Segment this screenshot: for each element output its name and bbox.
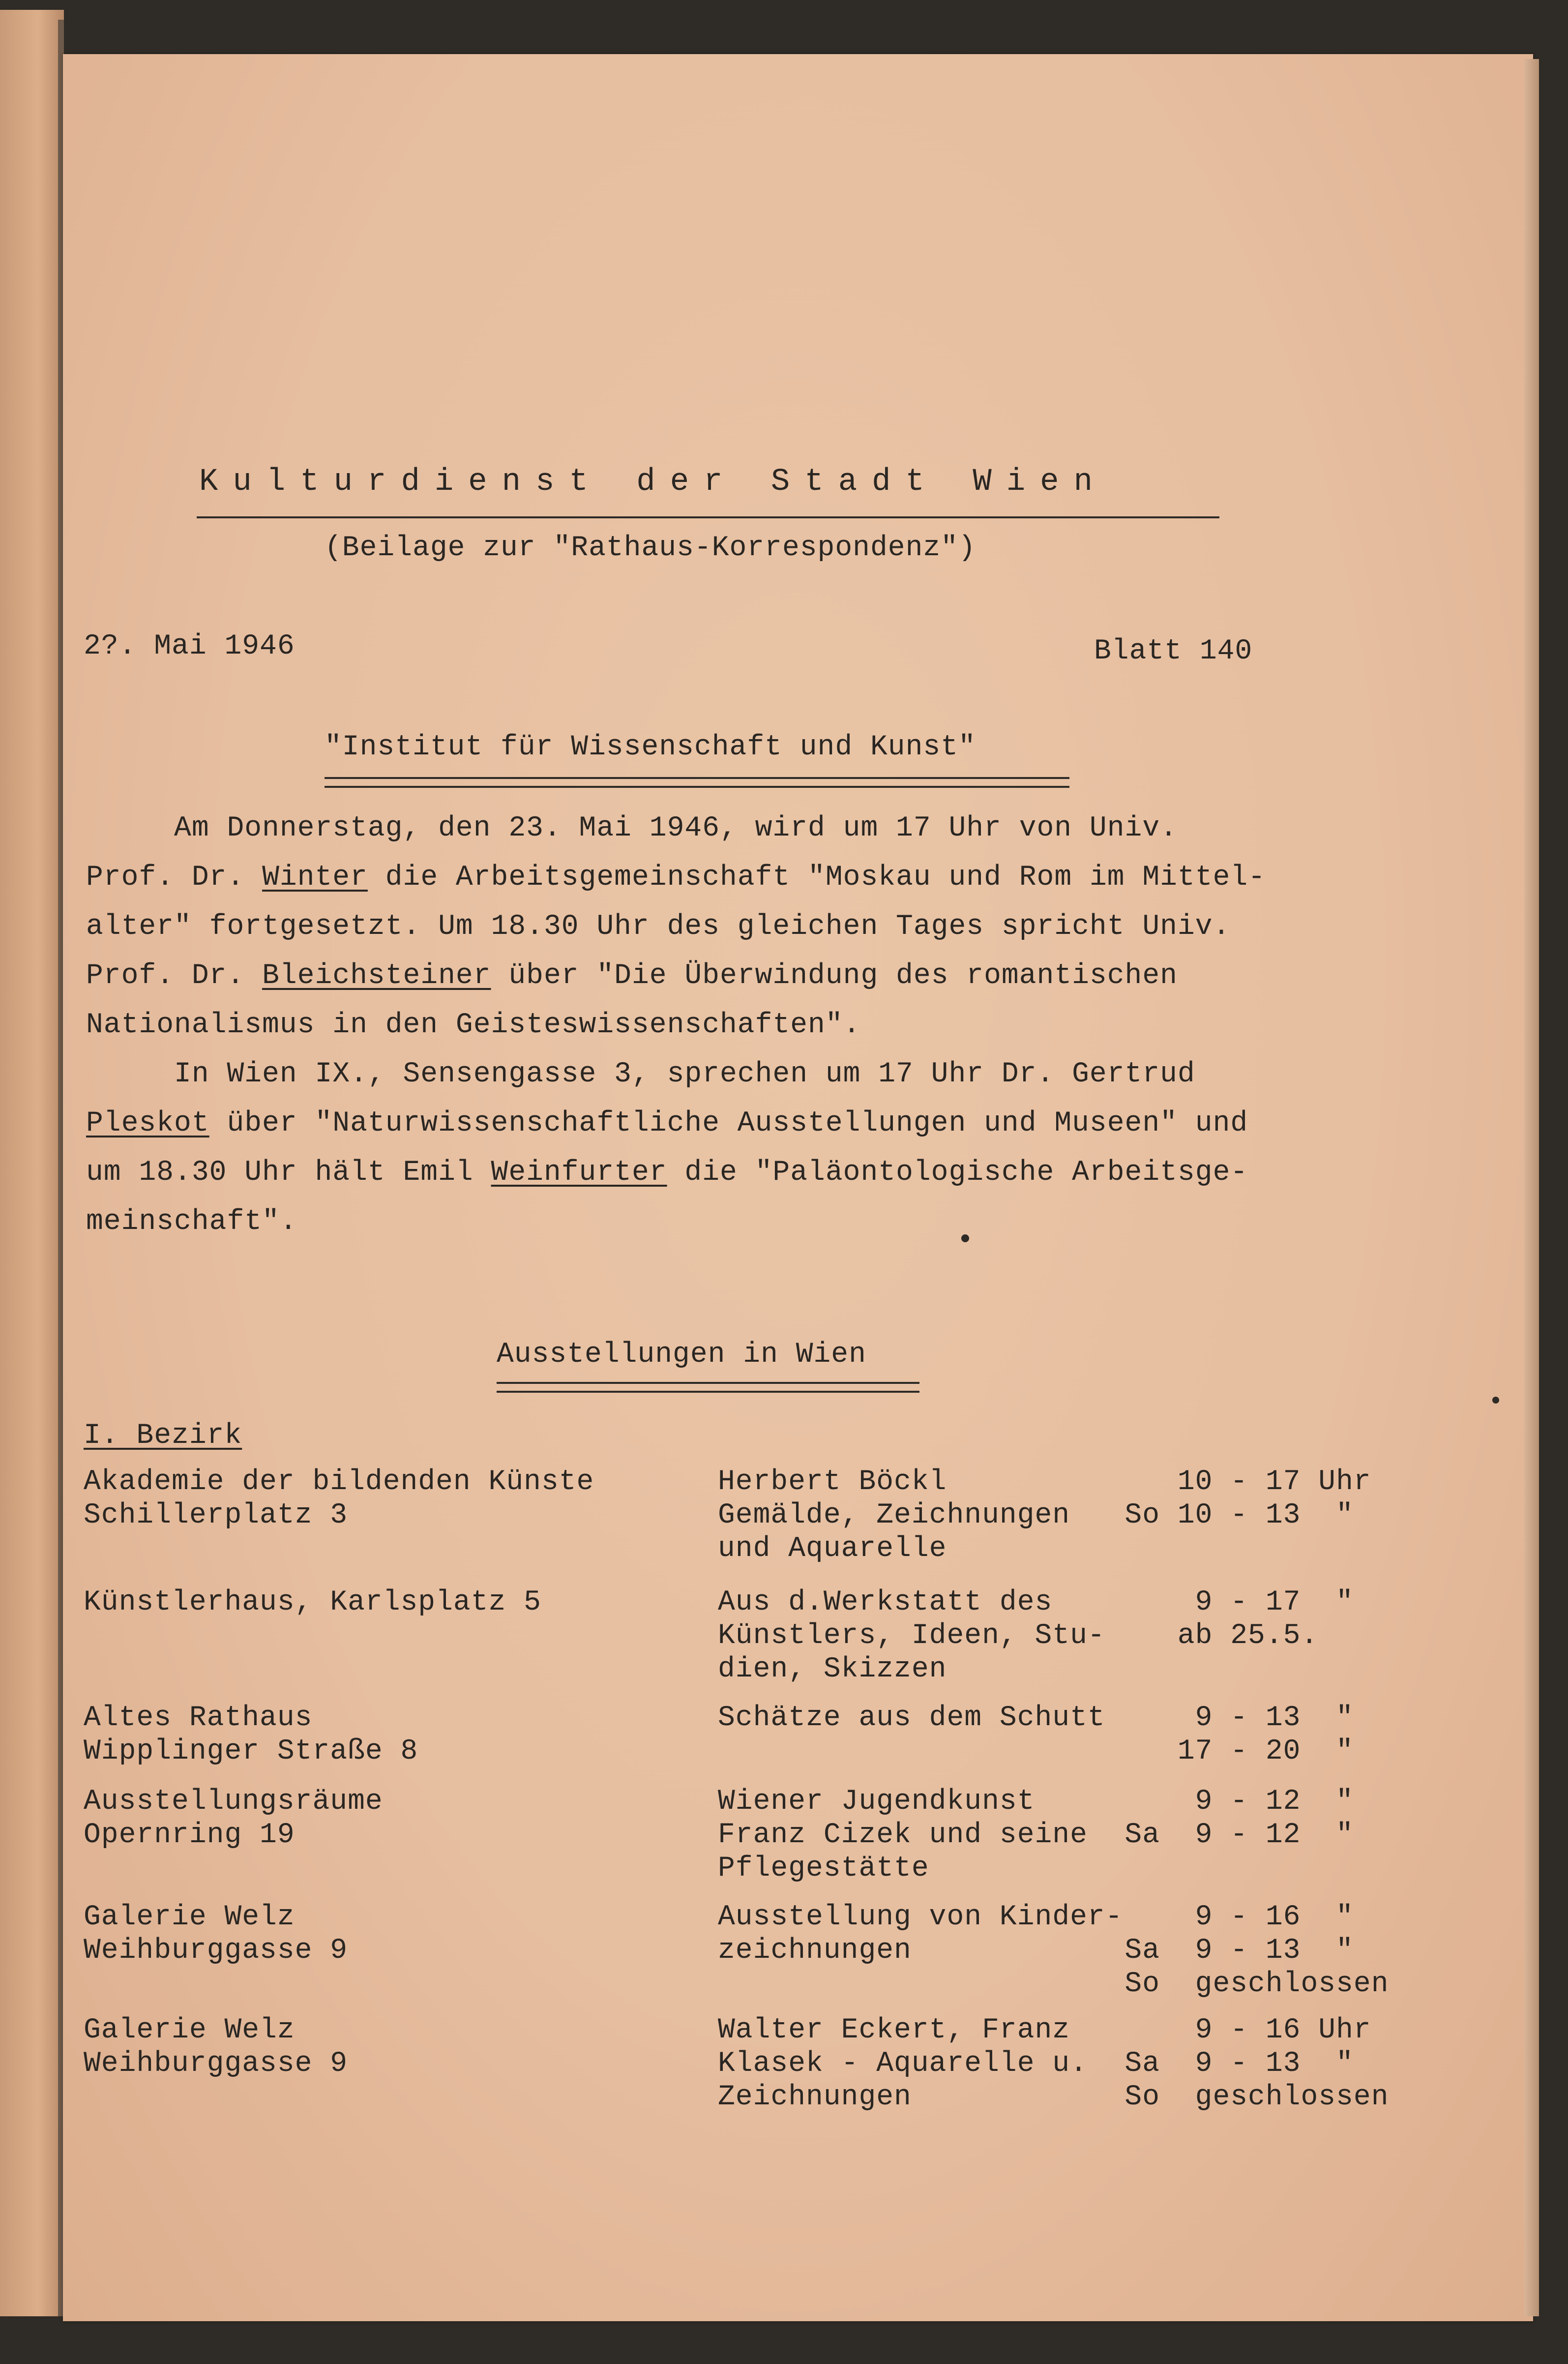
entry-2-venue: Künstlerhaus, Karlsplatz 5 — [84, 1586, 541, 1618]
paragraph-1-line-3: alter" fortgesetzt. Um 18.30 Uhr des gleichen Tages spricht Univ. — [86, 911, 1231, 943]
entry-3-exhibit: Schätze aus dem Schutt — [718, 1702, 1105, 1734]
newsletter-title: Kulturdienst der Stadt Wien — [199, 464, 1107, 500]
entry-5-venue: Galerie Welz Weihburggasse 9 — [84, 1901, 348, 1967]
entry-1-exhibit: Herbert Böckl Gemälde, Zeichnungen und Aquarelle — [718, 1466, 1070, 1565]
entry-4-hours: 9 - 12 " Sa 9 - 12 " — [1072, 1786, 1354, 1851]
ink-spot — [961, 1234, 969, 1242]
paragraph-1-line-4: Prof. Dr. Bleichsteiner über "Die Überwindung des romantischen — [86, 960, 1178, 992]
exhibitions-title-double-rule — [497, 1382, 919, 1393]
left-page-edge — [0, 10, 64, 2316]
entry-2-exhibit: Aus d.Werkstatt des Künstlers, Ideen, Stu- dien, Skizzen — [718, 1586, 1105, 1685]
entry-1-hours: 10 - 17 Uhr So 10 - 13 " — [1072, 1466, 1371, 1531]
exhibitions-title: Ausstellungen in Wien — [497, 1339, 866, 1371]
paragraph-2-line-1: In Wien IX., Sensengasse 3, sprechen um 17 Uhr Dr. Gertrud — [86, 1058, 1195, 1090]
paragraph-2-line-2: Pleskot über "Naturwissenschaftliche Ausstellungen und Museen" und — [86, 1107, 1248, 1139]
person-weinfurter: Weinfurter — [491, 1157, 667, 1189]
paragraph-1-line-5: Nationalismus in den Geisteswissenschaften". — [86, 1009, 861, 1041]
issue-date: 2?. Mai 1946 — [84, 630, 295, 662]
paragraph-1-line-2: Prof. Dr. Winter die Arbeitsgemeinschaft "Moskau und Rom im Mittel- — [86, 862, 1266, 894]
paragraph-1-line-1: Am Donnerstag, den 23. Mai 1946, wird um 17 Uhr von Univ. — [86, 812, 1178, 844]
entry-5-hours: 9 - 16 " Sa 9 - 13 " So geschlossen — [1072, 1901, 1389, 2000]
sheet-number: Blatt 140 — [1094, 635, 1253, 667]
paragraph-2-line-4: meinschaft". — [86, 1206, 297, 1238]
ink-spot — [1492, 1397, 1499, 1404]
article-title-double-rule — [325, 777, 1069, 788]
district-heading: I. Bezirk — [84, 1420, 242, 1452]
entry-6-hours: 9 - 16 Uhr Sa 9 - 13 " So geschlossen — [1072, 2014, 1389, 2113]
entry-6-venue: Galerie Welz Weihburggasse 9 — [84, 2014, 348, 2080]
newsletter-subtitle: (Beilage zur "Rathaus-Korrespondenz") — [325, 532, 976, 564]
entry-4-exhibit: Wiener Jugendkunst Franz Cizek und seine Pflegestätte — [718, 1786, 1088, 1885]
article-title: "Institut für Wissenschaft und Kunst" — [325, 731, 976, 763]
right-page-edge — [1524, 59, 1539, 2316]
title-underline — [197, 516, 1219, 518]
person-pleskot: Pleskot — [86, 1107, 209, 1139]
person-bleichsteiner: Bleichsteiner — [262, 960, 491, 992]
entry-3-venue: Altes Rathaus Wipplinger Straße 8 — [84, 1702, 418, 1767]
entry-4-venue: Ausstellungsräume Opernring 19 — [84, 1786, 383, 1851]
entry-5-exhibit: Ausstellung von Kinder- zeichnungen — [718, 1901, 1123, 1967]
person-winter: Winter — [262, 862, 368, 894]
paragraph-2-line-3: um 18.30 Uhr hält Emil Weinfurter die "Paläontologische Arbeitsge- — [86, 1157, 1248, 1189]
entry-2-hours: 9 - 17 " ab 25.5. — [1072, 1586, 1354, 1652]
entry-3-hours: 9 - 13 " 17 - 20 " — [1072, 1702, 1354, 1767]
entry-1-venue: Akademie der bildenden Künste Schillerplatz 3 — [84, 1466, 594, 1531]
entry-6-exhibit: Walter Eckert, Franz Klasek - Aquarelle u. Zeichnungen — [718, 2014, 1088, 2113]
